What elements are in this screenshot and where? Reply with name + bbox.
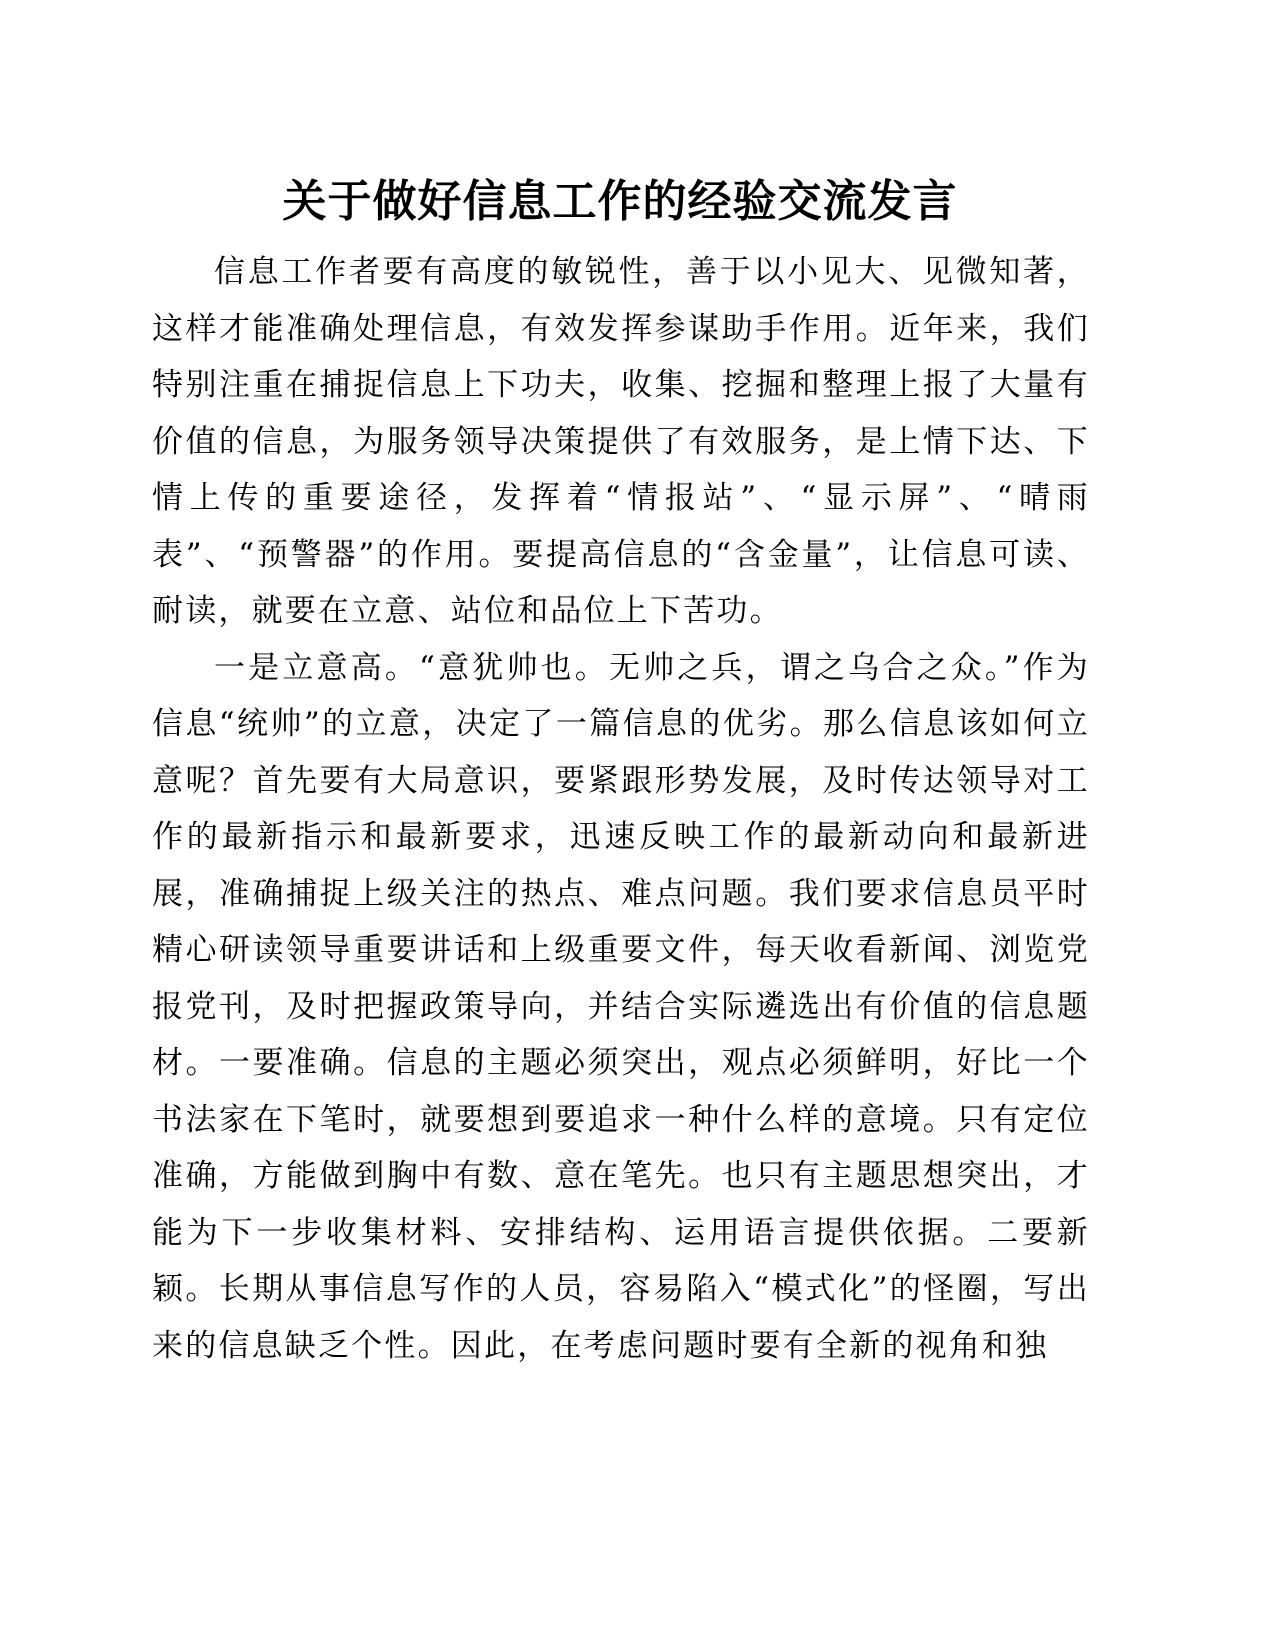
document-title: 关于做好信息工作的经验交流发言 [282, 176, 958, 227]
paragraph-intro: 信息工作者要有高度的敏锐性，善于以小见大、见微知著，这样才能准确处理信息，有效发挥参谋助手作用。近年来，我们特别注重在捕捉信息上下功夫，收集、挖掘和整理上报了大量有价值的信息，为服务领导决策提供了有效服务，是上情下达、下情上传的重要途径，发挥着“情报站”、“显示屏”、“晴雨表”、“预警器”的作用。要提高信息的“含金量”，让信息可读、耐读，就要在立意、站位和品位上下苦功。 [152, 254, 1090, 629]
paragraph-point-one: 一是立意高。“意犹帅也。无帅之兵，谓之乌合之众。”作为信息“统帅”的立意，决定了一篇信息的优劣。那么信息该如何立意呢？首先要有大局意识，要紧跟形势发展，及时传达领导对工作的最新指示和最新要求，迅速反映工作的最新动向和最新进展，准确捕捉上级关注的热点、难点问题。我们要求信息员平时精心研读领导重要讲话和上级重要文件，每天收看新闻、浏览党报党刊，及时把握政策导向，并结合实际遴选出有价值的信息题材。一要准确。信息的主题必须突出，观点必须鲜明，好比一个书法家在下笔时，就要想到要追求一种什么样的意境。只有定位准确，方能做到胸中有数、意在笔先。也只有主题思想突出，才能为下一步收集材料、安排结构、运用语言提供依据。二要新颖。长期从事信息写作的人员，容易陷入“模式化”的怪圈，写出来的信息缺乏个性。因此，在考虑问题时要有全新的视角和独 [152, 649, 1090, 1364]
document-body [152, 244, 1090, 1374]
